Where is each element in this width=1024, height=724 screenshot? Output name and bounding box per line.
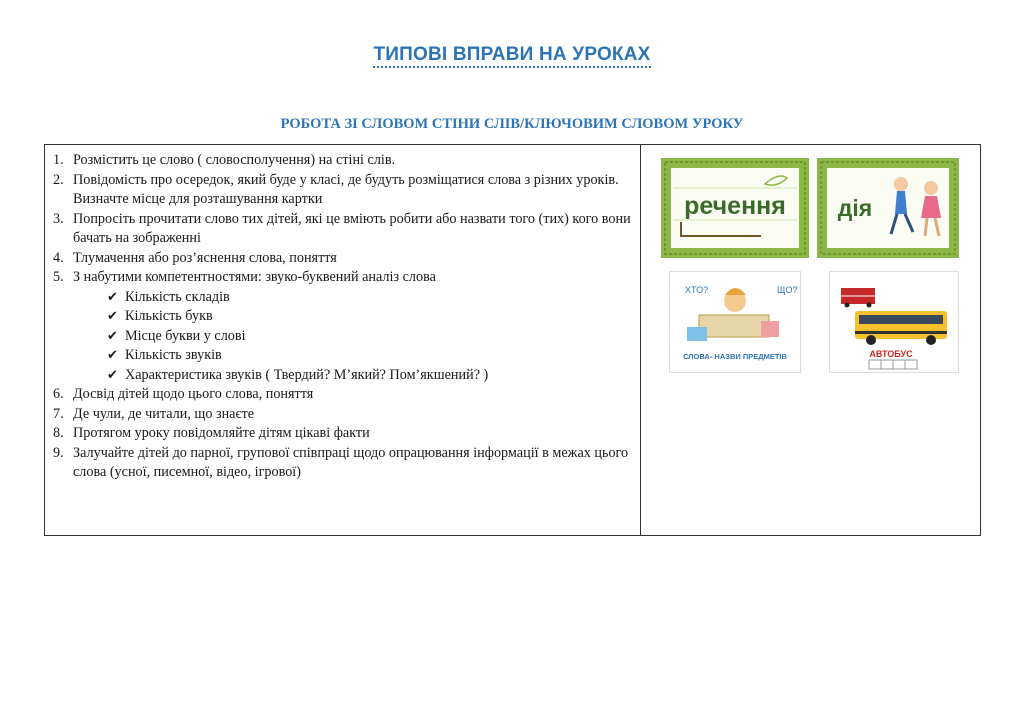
word-card-action bbox=[817, 158, 959, 258]
list-item: 6. Досвід дітей щодо цього слова, поняття bbox=[53, 386, 314, 402]
word-card-sentence bbox=[661, 158, 809, 258]
checkmark-icon: ✔ bbox=[107, 367, 118, 383]
checkmark-icon: ✔ bbox=[107, 328, 118, 344]
svg-text:СЛОВА- НАЗВИ ПРЕДМЕТІВ: СЛОВА- НАЗВИ ПРЕДМЕТІВ bbox=[683, 352, 787, 361]
svg-text:ХТО?: ХТО? bbox=[685, 285, 709, 295]
svg-text:АВТОБУС: АВТОБУС bbox=[869, 349, 913, 359]
list-item: 1. Розмістить це слово ( словосполучення) на стіні слів. bbox=[53, 152, 396, 168]
svg-text:ЩО?: ЩО? bbox=[777, 285, 798, 295]
list-item: 5. З набутими компетентностями: звуко-буквений аналіз слова bbox=[53, 269, 436, 285]
image-card-nouns bbox=[669, 271, 801, 373]
checklist-item: ✔ Кількість букв bbox=[53, 307, 633, 327]
checkmark-icon: ✔ bbox=[107, 348, 118, 363]
list-item: 9. Залучайте дітей до парної, групової співпраці щодо опрацювання інформації в межах цього слова (усної, писемної, відео, ігрової) bbox=[53, 444, 629, 480]
exercise-table bbox=[44, 144, 981, 536]
list-item: 2. Повідомість про осередок, який буде у класі, де будуть розміщатися слова з різних уроків. Визначте місце для розташування картки bbox=[53, 171, 619, 207]
page-title: ТИПОВІ ВПРАВИ НА УРОКАХ bbox=[0, 44, 1024, 66]
child-icon bbox=[894, 177, 908, 191]
card-word-text: дія bbox=[837, 195, 873, 221]
checkmark-icon: ✔ bbox=[107, 309, 118, 324]
checklist-item: ✔ Кількість звуків bbox=[53, 346, 633, 366]
checklist-item: ✔ Характеристика звуків ( Твердий? М’який? Пом’якшений? ) bbox=[53, 366, 633, 386]
instruction-list bbox=[53, 151, 633, 483]
card-word-text: речення bbox=[684, 192, 786, 220]
checklist-item: ✔ Кількість складів bbox=[53, 288, 633, 308]
section-subtitle: РОБОТА ЗІ СЛОВОМ СТІНИ СЛІВ/КЛЮЧОВИМ СЛОВОМ УРОКУ bbox=[280, 116, 744, 132]
list-item: 4. Тлумачення або роз’яснення слова, поняття bbox=[53, 249, 337, 266]
list-item: 8. Протягом уроку повідомляйте дітям цікаві факти bbox=[53, 425, 370, 441]
checklist-item: ✔ Місце букви у слові bbox=[53, 327, 633, 347]
child-icon bbox=[924, 181, 938, 195]
list-item: 3. Попросіть прочитати слово тих дітей, які це вміють робити або назвати того (тих) кого вони бачать на зображенні bbox=[53, 210, 631, 246]
image-card-bus bbox=[829, 271, 959, 373]
checkmark-icon: ✔ bbox=[107, 289, 118, 305]
column-divider bbox=[640, 145, 641, 535]
list-item: 7. Де чули, де читали, що знаєте bbox=[53, 405, 255, 422]
